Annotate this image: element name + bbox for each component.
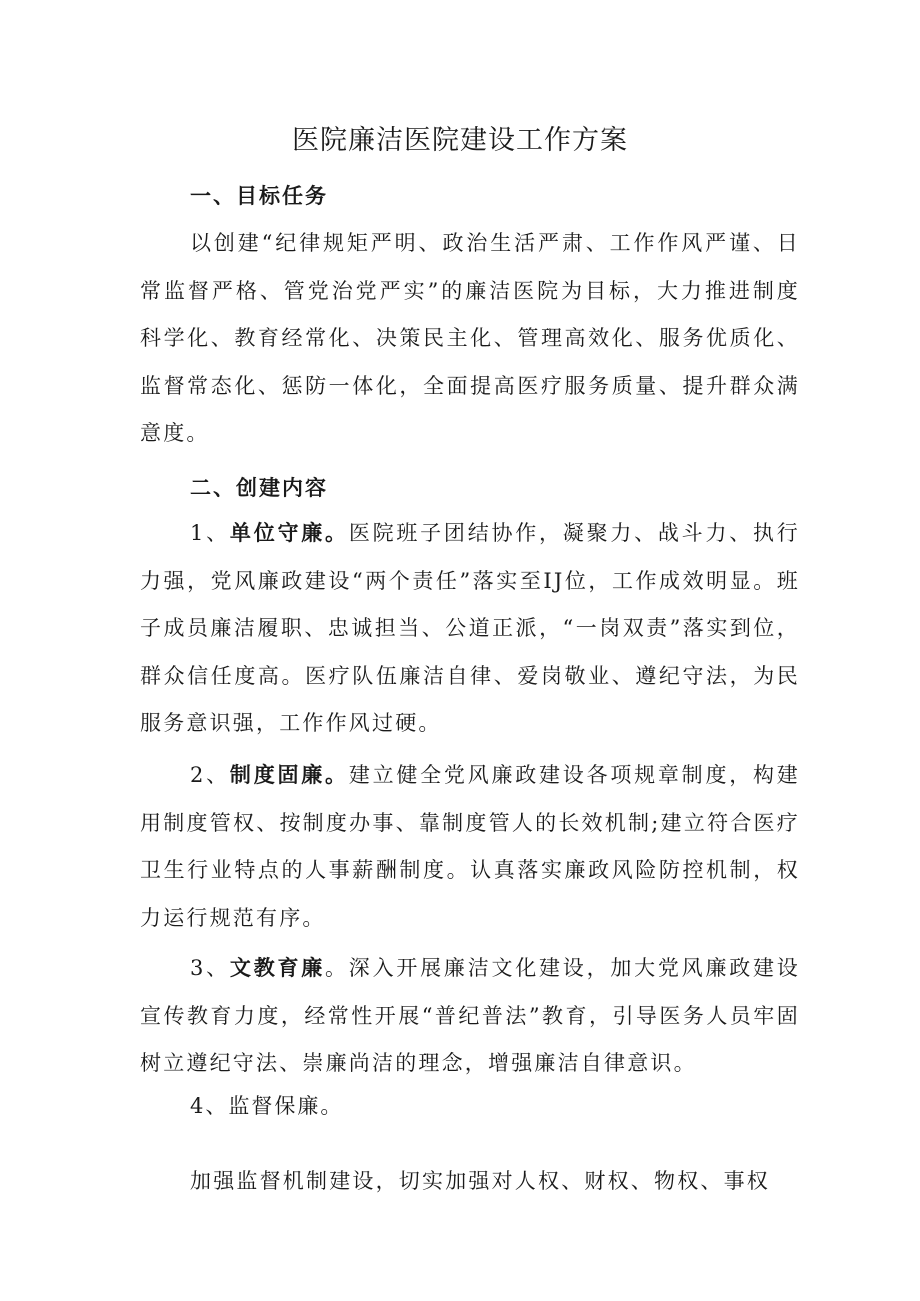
item-1-paragraph	[140, 510, 800, 748]
section-heading-content: 二、创建内容	[190, 476, 328, 500]
item-3-number: 3、	[190, 956, 230, 980]
item-2-lead: 制度固廉。	[229, 763, 349, 787]
item-1-lead: 单位守廉。	[229, 521, 349, 545]
item-4-heading: 4、监督保廉。	[190, 1094, 344, 1118]
item-4-paragraph: 加强监督机制建设，切实加强对人权、财权、物权、事权	[190, 1169, 770, 1193]
item-2-paragraph	[140, 752, 800, 942]
document-title: 医院廉洁医院建设工作方案	[292, 125, 628, 156]
item-3-paragraph	[140, 945, 800, 1088]
item-3-lead: 文教育廉	[229, 956, 326, 980]
section-heading-goals: 一、目标任务	[190, 184, 328, 208]
item-2-number: 2、	[190, 763, 230, 787]
item-3-text: 。深入开展廉洁文化建设，加大党风廉政建设宣传教育力度，经常性开展“普纪普法”教育，引导医务人员牢固树立遵纪守法、崇廉尚洁的理念，增强廉洁自律意识。	[140, 956, 800, 1075]
item-1-number: 1、	[190, 521, 230, 545]
item-1-text: 医院班子团结协作，凝聚力、战斗力、执行力强，党风廉政建设“两个责任”落实至IJ位，工作成效明显。班子成员廉洁履职、忠诚担当、公道正派，“一岗双责”落实到位，群众信任度高。医疗队伍廉洁自律、爱岗敬业、遵纪守法，为民服务意识强，工作作风过硬。	[140, 521, 800, 735]
goals-paragraph: 以创建“纪律规矩严明、政治生活严肃、工作作风严谨、日常监督严格、管党治党严实”的廉洁医院为目标，大力推进制度科学化、教育经常化、决策民主化、管理高效化、服务优质化、监督常态化、惩防一体化，全面提高医疗服务质量、提升群众满意度。	[140, 231, 800, 445]
item-2-text: 建立健全党风廉政建设各项规章制度，构建用制度管权、按制度办事、靠制度管人的长效机制;建立符合医疗卫生行业特点的人事薪酬制度。认真落实廉政风险防控机制，权力运行规范有序。	[140, 763, 800, 930]
